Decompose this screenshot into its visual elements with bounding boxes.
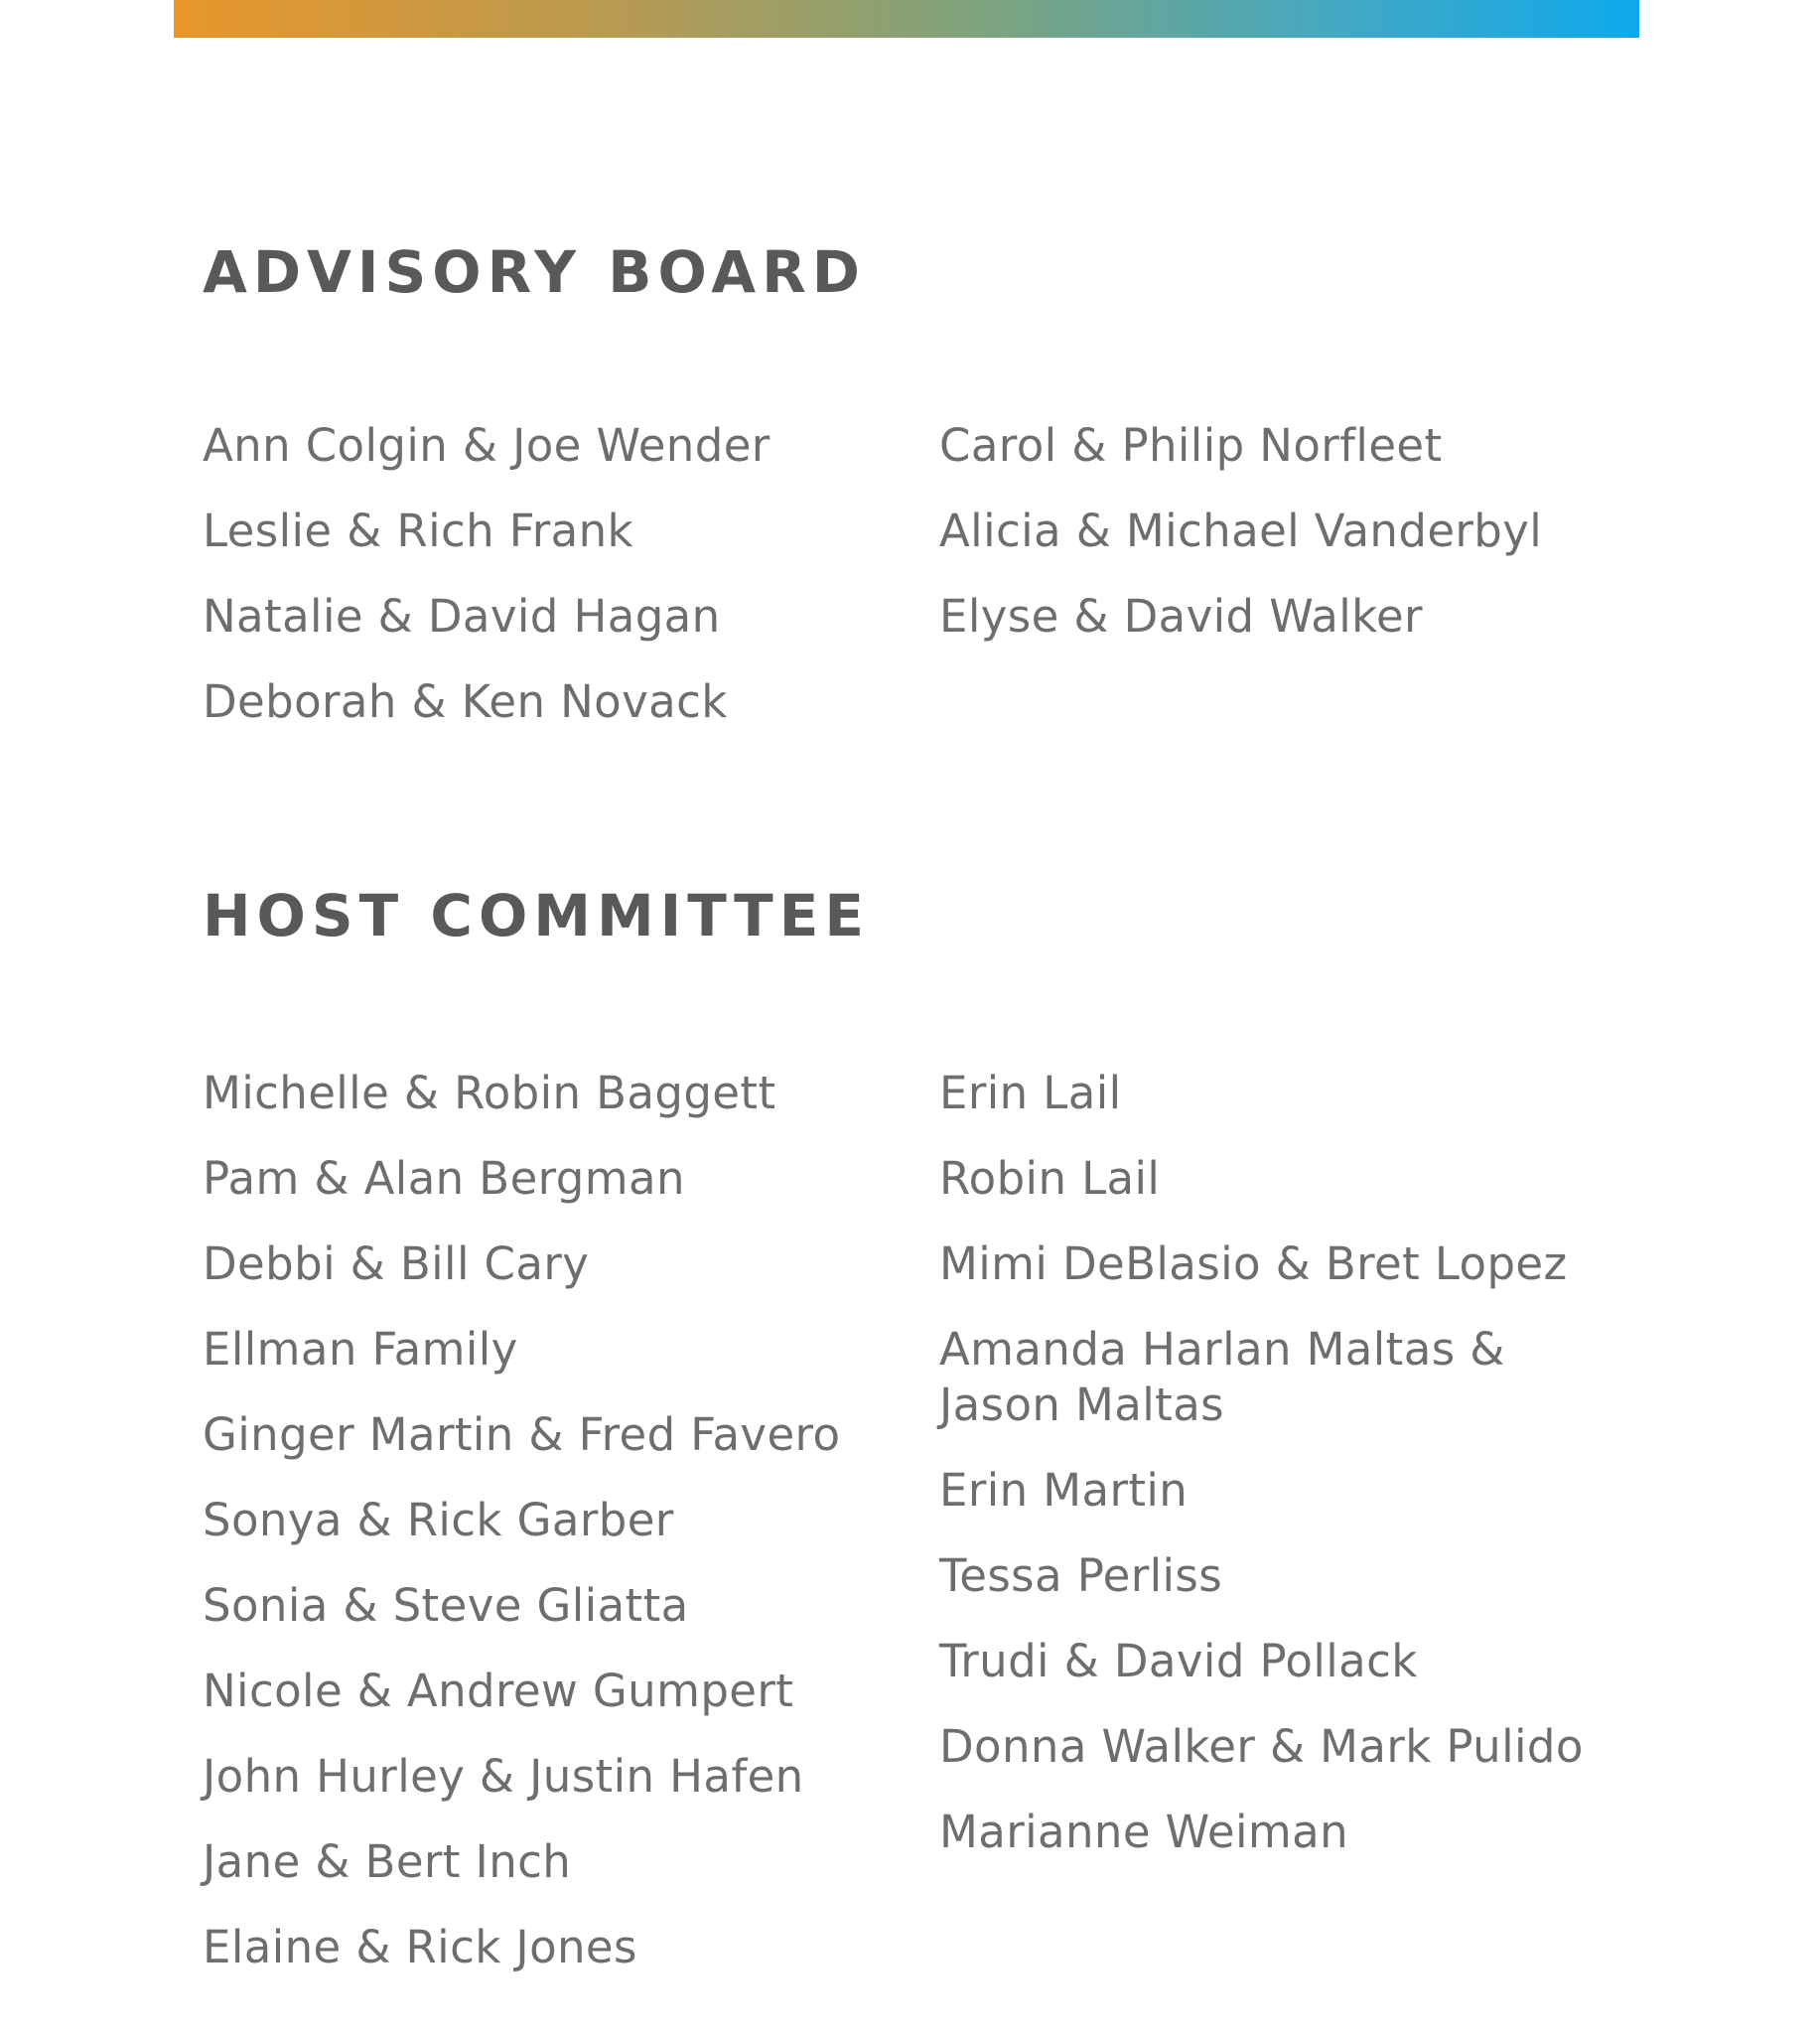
list-item: Elaine & Rick Jones [203,1921,637,1973]
list-item: Deborah & Ken Novack [203,675,728,728]
list-item: Ann Colgin & Joe Wender [203,419,770,472]
host-committee-left-column [203,1066,898,2005]
list-item: Donna Walker & Mark Pulido [939,1720,1584,1773]
list-item: Trudi & David Pollack [939,1635,1418,1687]
advisory-board-right-column [939,418,1634,674]
list-item: Sonia & Steve Gliatta [203,1579,689,1632]
list-item: Tessa Perliss [939,1549,1223,1602]
list-item: Carol & Philip Norfleet [939,419,1443,472]
list-item: Michelle & Robin Baggett [203,1067,776,1119]
list-item: Alicia & Michael Vanderbyl [939,505,1543,557]
list-item: Robin Lail [939,1152,1161,1205]
host-committee-right-column [939,1066,1624,1890]
list-item: John Hurley & Justin Hafen [203,1750,804,1803]
advisory-board-left-column [203,418,898,760]
list-item: Nicole & Andrew Gumpert [203,1665,794,1717]
list-item: Erin Martin [939,1464,1189,1517]
list-item: Natalie & David Hagan [203,590,721,643]
list-item: Elyse & David Walker [939,590,1423,643]
list-item: Debbi & Bill Cary [203,1237,590,1290]
list-item: Sonya & Rick Garber [203,1494,674,1546]
gradient-header-bar [174,0,1639,38]
list-item: Jane & Bert Inch [203,1835,572,1888]
list-item: Erin Lail [939,1067,1122,1119]
advisory-board-title: ADVISORY BOARD [203,238,866,306]
list-item: Marianne Weiman [939,1806,1348,1858]
list-item: Mimi DeBlasio & Bret Lopez [939,1237,1568,1290]
list-item: Ginger Martin & Fred Favero [203,1408,841,1461]
list-item: Ellman Family [203,1323,518,1376]
list-item: Leslie & Rich Frank [203,505,634,557]
host-committee-title: HOST COMMITTEE [203,882,870,949]
list-item: Pam & Alan Bergman [203,1152,685,1205]
list-item: Amanda Harlan Maltas & Jason Maltas [939,1323,1505,1431]
